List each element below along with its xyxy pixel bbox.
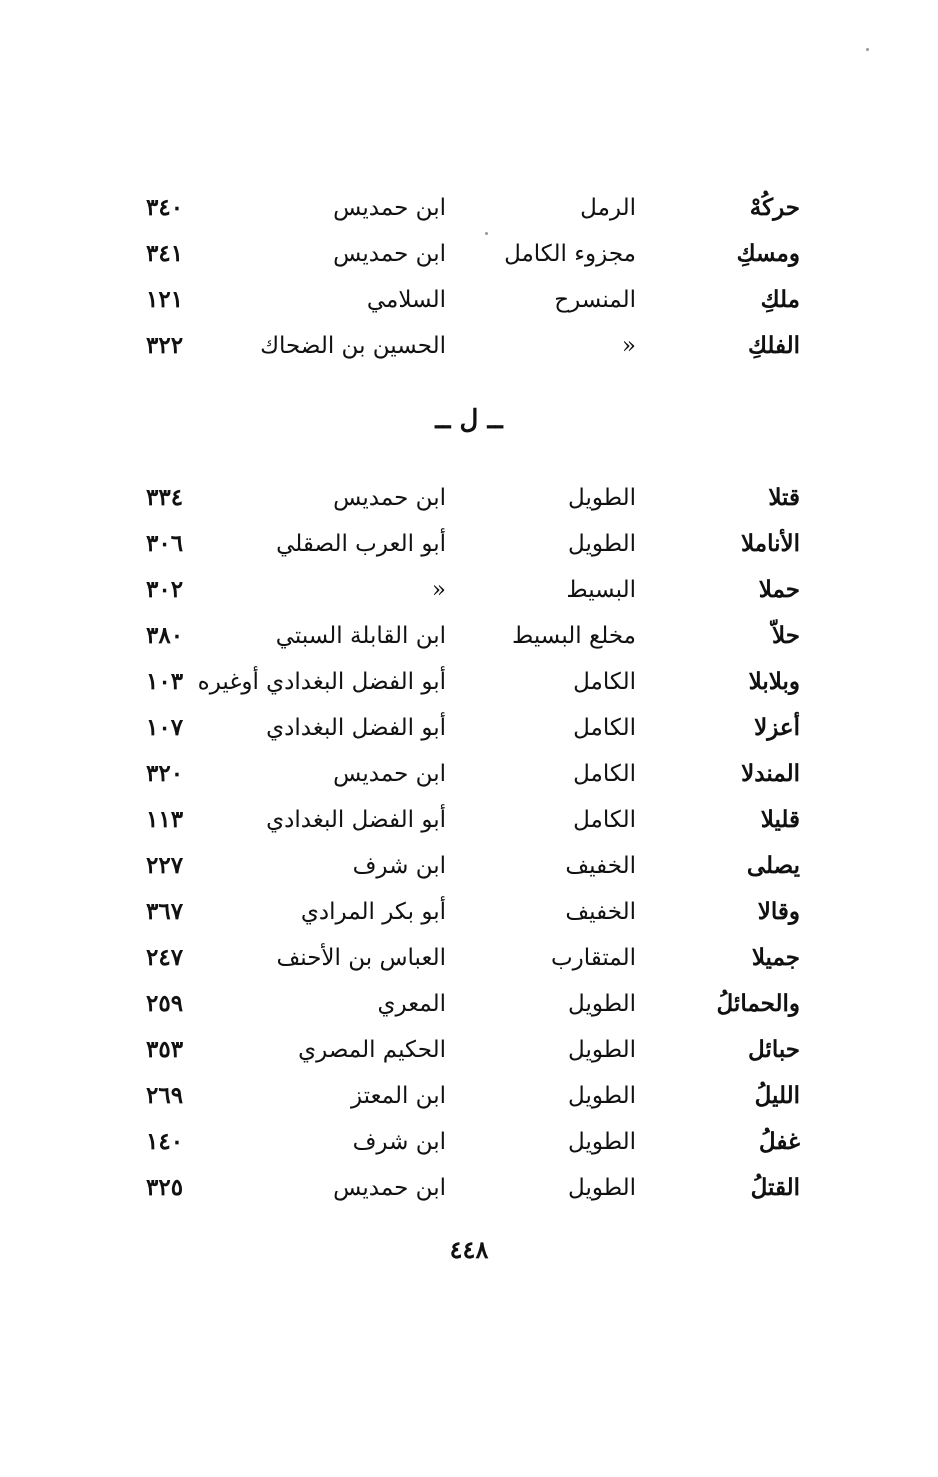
page-ref: ٣٠٦ — [146, 530, 184, 557]
page-ref: ١٢١ — [146, 286, 184, 313]
rhyme-word: القتلُ — [750, 1174, 800, 1201]
rhyme-word: حلاّ — [772, 622, 800, 649]
scan-speck — [485, 232, 488, 235]
meter: الطويل — [568, 485, 636, 511]
index-row — [0, 277, 938, 323]
section-header-lam: ــ ل ــ — [435, 405, 503, 435]
meter: الطويل — [568, 1129, 636, 1155]
meter: الكامل — [573, 715, 636, 741]
index-row — [0, 1165, 938, 1211]
poet: أبو العرب الصقلي — [276, 531, 446, 557]
rhyme-word: الأناملا — [741, 530, 800, 557]
rhyme-word: جميلا — [751, 944, 800, 971]
page-ref: ٣٤٠ — [146, 194, 184, 221]
index-row — [0, 231, 938, 277]
page-ref: ٣٢٥ — [146, 1174, 184, 1201]
page-ref: ٣٦٧ — [146, 898, 184, 925]
rhyme-word: أعزلا — [754, 714, 800, 741]
page-ref: ١٠٧ — [146, 714, 184, 741]
rhyme-word: المندلا — [741, 760, 800, 787]
page-ref: ٢٥٩ — [146, 990, 184, 1017]
poet: ابن حمديس — [333, 1175, 446, 1201]
index-row — [0, 567, 938, 613]
meter: الكامل — [573, 669, 636, 695]
index-row — [0, 1119, 938, 1165]
meter: الطويل — [568, 1175, 636, 1201]
page-ref: ٢٦٩ — [146, 1082, 184, 1109]
rhyme-word: غفلُ — [758, 1128, 800, 1155]
rhyme-word: الفلكِ — [747, 332, 800, 359]
index-row — [0, 1027, 938, 1073]
poet: ابن حمديس — [333, 485, 446, 511]
poet: ابن حمديس — [333, 241, 446, 267]
index-row — [0, 797, 938, 843]
index-row — [0, 613, 938, 659]
meter: مجزوء الكامل — [504, 241, 636, 267]
rhyme-word: والحمائلُ — [716, 990, 800, 1017]
rhyme-word: قتلا — [768, 484, 800, 511]
poet: الحسين بن الضحاك — [260, 333, 446, 359]
poet: أبو الفضل البغدادي — [266, 715, 446, 741]
page-ref: ٣٨٠ — [146, 622, 184, 649]
meter: الخفيف — [565, 899, 636, 925]
rhyme-word: يصلى — [746, 852, 800, 879]
meter: الكامل — [573, 807, 636, 833]
meter: الطويل — [568, 1083, 636, 1109]
page-ref: ٣٢٠ — [146, 760, 184, 787]
scan-speck — [866, 48, 869, 51]
rhyme-word: حملا — [758, 576, 800, 603]
poet: أبو بكر المرادي — [300, 899, 446, 925]
index-row — [0, 1073, 938, 1119]
rhyme-word: الليلُ — [754, 1082, 800, 1109]
poet: ابن القابلة السبتي — [275, 623, 446, 649]
poet: ابن شرف — [352, 853, 446, 879]
poet: ابن شرف — [352, 1129, 446, 1155]
page-ref: ١٠٣ — [146, 668, 184, 695]
index-row — [0, 889, 938, 935]
poet: ابن حمديس — [333, 761, 446, 787]
rhyme-word: قليلا — [760, 806, 800, 833]
rhyme-word: وبلابلا — [748, 668, 800, 695]
index-row — [0, 981, 938, 1027]
page-ref: ٣٤١ — [146, 240, 184, 267]
rhyme-word: حركُهْ — [749, 194, 800, 221]
page-ref: ١١٣ — [146, 806, 184, 833]
index-row — [0, 751, 938, 797]
rhyme-index-section-k — [0, 185, 938, 369]
page-ref: ٢٢٧ — [146, 852, 184, 879]
rhyme-word: وقالا — [757, 898, 800, 925]
meter: الطويل — [568, 991, 636, 1017]
page-ref: ٣٢٢ — [146, 332, 184, 359]
poet: السلامي — [366, 287, 446, 313]
poet: الحكيم المصري — [298, 1037, 446, 1063]
rhyme-word: ملكِ — [760, 286, 800, 313]
meter: الطويل — [568, 1037, 636, 1063]
rhyme-word: ومسكِ — [736, 240, 800, 267]
meter: الكامل — [573, 761, 636, 787]
index-row — [0, 843, 938, 889]
poet: العباس بن الأحنف — [276, 945, 446, 971]
poet: » — [431, 577, 446, 603]
meter: » — [621, 333, 636, 359]
poet: ابن المعتز — [350, 1083, 446, 1109]
page-ref: ٣٥٣ — [146, 1036, 184, 1063]
meter: البسيط — [566, 577, 636, 603]
page-ref: ١٤٠ — [146, 1128, 184, 1155]
meter: المنسرح — [554, 287, 636, 313]
index-row — [0, 323, 938, 369]
index-row — [0, 475, 938, 521]
page-ref: ٣٠٢ — [146, 576, 184, 603]
page-ref: ٢٤٧ — [146, 944, 184, 971]
poet: أبو الفضل البغدادي — [266, 807, 446, 833]
meter: مخلع البسيط — [512, 623, 636, 649]
poet: المعري — [377, 991, 446, 1017]
index-row — [0, 521, 938, 567]
poet: ابن حمديس — [333, 195, 446, 221]
page-number: ٤٤٨ — [449, 1235, 489, 1264]
index-row — [0, 185, 938, 231]
rhyme-word: حبائل — [748, 1036, 800, 1063]
meter: الرمل — [580, 195, 636, 221]
meter: الطويل — [568, 531, 636, 557]
poet: أبو الفضل البغدادي أوغيره — [197, 669, 446, 695]
index-row — [0, 705, 938, 751]
page-ref: ٣٣٤ — [146, 484, 184, 511]
meter: المتقارب — [550, 945, 636, 971]
index-row — [0, 935, 938, 981]
meter: الخفيف — [565, 853, 636, 879]
rhyme-index-section-l — [0, 475, 938, 1211]
index-row — [0, 659, 938, 705]
